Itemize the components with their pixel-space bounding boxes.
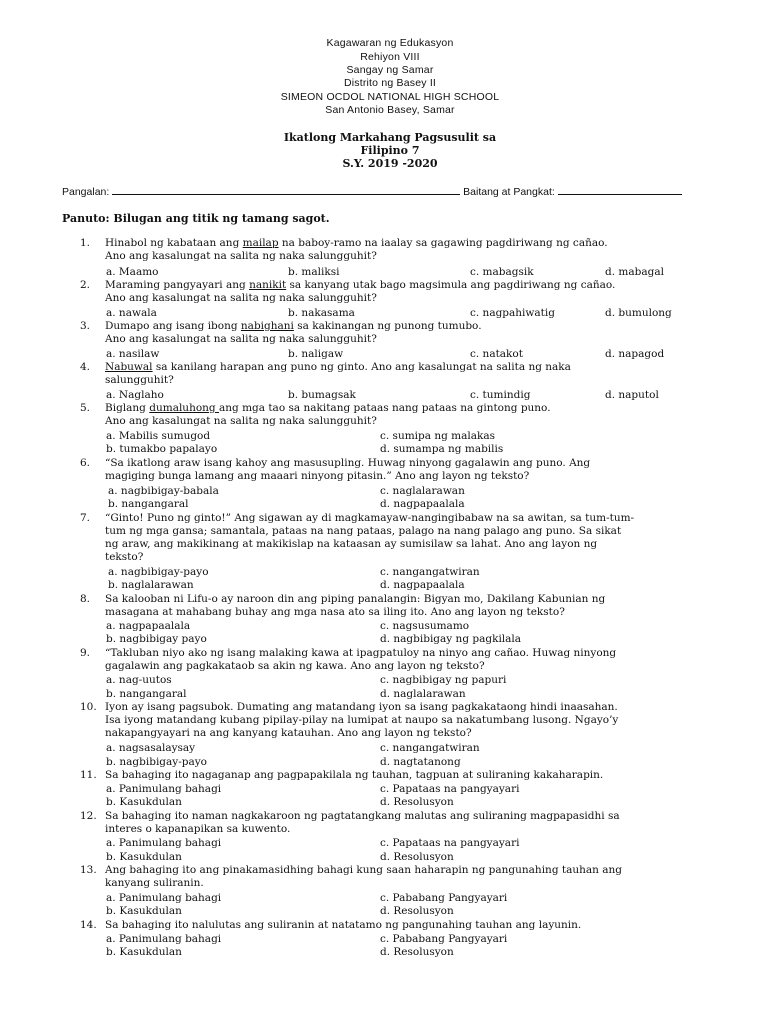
choice-d[interactable]: d. naputol [605, 389, 659, 401]
choice-c[interactable]: c. Pababang Pangyayari [380, 892, 508, 904]
grade-label: Baitang at Pangkat: [463, 186, 555, 198]
choice-a[interactable]: a. Panimulang bahagi [106, 837, 222, 849]
choice-c[interactable]: c. mabagsik [470, 266, 534, 278]
choice-d[interactable]: d. nagpapaalala [380, 498, 465, 510]
choice-b[interactable]: b. Kasukdulan [106, 946, 182, 958]
question-text: masagana at mahabang buhay ang mga nasa ato sa iling ito. Ano ang layon ng teksto? [105, 606, 565, 618]
header-department: Kagawaran ng Edukasyon [326, 37, 454, 49]
question-text: sa kakinangan ng punong tumubo. [293, 320, 482, 332]
question-text: Ano ang kasalungat na salita ng naka salungguhit? [105, 292, 377, 304]
question-text: “Takluban niyo ako ng isang malaking kawa at ipagpatuloy na ninyo ang cañao. Huwag ninyong [105, 647, 617, 659]
choice-a[interactable]: a. nagbibigay-payo [108, 566, 209, 578]
choice-b[interactable]: b. Kasukdulan [106, 851, 182, 863]
question-text: sa kanilang harapan ang puno ng ginto. Ano ang kasalungat na salita ng naka [152, 361, 571, 373]
question-text: Ang bahaging ito ang pinakamasidhing bahagi kung saan haharapin ng pangunahing tauhan ang [105, 864, 622, 876]
choice-d[interactable]: d. nagtatanong [380, 756, 461, 768]
choice-a[interactable]: a. Panimulang bahagi [106, 783, 222, 795]
question-text: gagalawin ang pagkakataob sa akin ng kawa. Ano ang layon ng teksto? [105, 660, 485, 672]
choice-a[interactable]: a. nasilaw [106, 348, 160, 360]
choice-b[interactable]: b. bumagsak [288, 389, 356, 401]
underlined-word: dumaluhong [149, 402, 219, 414]
question-number: 5. [80, 402, 91, 414]
question-number: 8. [80, 593, 91, 605]
choice-c[interactable]: c. tumindig [470, 389, 531, 401]
choice-b[interactable]: b. tumakbo papalayo [106, 443, 218, 455]
question-number: 10. [80, 701, 97, 713]
question-number: 12. [80, 810, 97, 822]
underlined-word: nanikit [249, 279, 287, 291]
choice-a[interactable]: a. Panimulang bahagi [106, 892, 222, 904]
choice-d[interactable]: d. Resolusyon [380, 946, 454, 958]
question-number: 11. [80, 769, 97, 781]
choice-c[interactable]: c. nagsusumamo [380, 620, 470, 632]
choice-a[interactable]: a. nag-uutos [106, 674, 172, 686]
question-number: 7. [80, 512, 91, 524]
header-school: SIMEON OCDOL NATIONAL HIGH SCHOOL [280, 91, 500, 103]
choice-c[interactable]: c. sumipa ng malakas [380, 430, 496, 442]
choice-c[interactable]: c. nangangatwiran [380, 566, 480, 578]
choice-a[interactable]: a. Maamo [106, 266, 159, 278]
header-region: Rehiyon VIII [360, 51, 420, 63]
choice-a[interactable]: a. Panimulang bahagi [106, 933, 222, 945]
choice-c[interactable]: c. nagpahiwatig [470, 307, 555, 319]
question-number: 9. [80, 647, 91, 659]
question-text: Maraming pangyayari ang [105, 279, 250, 291]
question-text: Sa bahaging ito naman nagkakaroon ng pagtatangkang malutas ang suliraning magpapasidhi sa [105, 810, 620, 822]
question-text: ng araw, ang makikinang at makikislap na kataasan ay sumisilaw sa lahat. Ano ang layon ng [105, 538, 598, 550]
choice-a[interactable]: a. nagsasalaysay [106, 742, 196, 754]
choice-d[interactable]: d. naglalarawan [380, 688, 466, 700]
question-text: interes o kapanapikan sa kuwento. [105, 823, 291, 835]
choice-a[interactable]: a. nagbibigay-babala [108, 485, 219, 497]
question-text: nakapangyayari na ang kanyang katauhan. Ano ang layon ng teksto? [105, 727, 472, 739]
choice-a[interactable]: a. Naglaho [106, 389, 164, 401]
underlined-word: Nabuwal [105, 361, 153, 373]
school-year: S.Y. 2019 -2020 [342, 157, 438, 170]
choice-c[interactable]: c. nagbibigay ng papuri [380, 674, 507, 686]
question-text: “Ginto! Puno ng ginto!” Ang sigawan ay di magkamayaw-nangingibabaw na sa awitan, sa tum-tum- [105, 512, 635, 524]
underlined-word: nabighani [240, 320, 294, 332]
question-text: Iyon ay isang pagsubok. Dumating ang matandang iyon sa isang pagkakataong hindi inaasahan. [105, 701, 618, 713]
question-text: sa kanyang utak bago magsimula ang pagdiriwang ng cañao. [286, 279, 616, 291]
choice-d[interactable]: d. napagod [605, 348, 665, 360]
choice-d[interactable]: d. Resolusyon [380, 905, 454, 917]
question-text: Hinabol ng kabataan ang [105, 237, 243, 249]
choice-b[interactable]: b. maliksi [288, 266, 340, 278]
question-text: Sa kalooban ni Lifu-o ay naroon din ang piping panalangin: Bigyan mo, Dakilang Kabunian ng [105, 593, 606, 605]
choice-b[interactable]: b. nagbibigay-payo [106, 756, 207, 768]
choice-c[interactable]: c. Pababang Pangyayari [380, 933, 508, 945]
exam-title: Ikatlong Markahang Pagsusulit sa [283, 131, 497, 144]
question-text: Sa bahaging ito nalulutas ang suliranin at natatamo ng pangunahing tauhan ang layunin. [105, 919, 582, 931]
question-number: 3. [80, 320, 91, 332]
question-text: na baboy-ramo na iaalay sa gagawing pagdiriwang ng cañao. [278, 237, 608, 249]
question-text: Ano ang kasalungat na salita ng naka salungguhit? [105, 333, 377, 345]
choice-c[interactable]: c. naglalarawan [380, 485, 465, 497]
grade-field[interactable] [558, 184, 682, 195]
choice-d[interactable]: d. Resolusyon [380, 851, 454, 863]
choice-c[interactable]: c. nangangatwiran [380, 742, 480, 754]
question-number: 4. [80, 361, 91, 373]
choice-d[interactable]: d. mabagal [605, 266, 664, 278]
directions: Panuto: Bilugan ang titik ng tamang sagot. [62, 212, 330, 225]
choice-b[interactable]: b. Kasukdulan [106, 905, 182, 917]
header-district: Distrito ng Basey II [343, 77, 437, 89]
question-text: kanyang suliranin. [105, 877, 204, 889]
question-number: 2. [80, 279, 91, 291]
choice-b[interactable]: b. naligaw [288, 348, 344, 360]
question-number: 6. [80, 457, 91, 469]
question-number: 14. [80, 919, 97, 931]
choice-c[interactable]: c. Papataas na pangyayari [380, 783, 520, 795]
underlined-word: mailap [242, 237, 279, 249]
choice-d[interactable]: d. bumulong [605, 307, 672, 319]
choice-b[interactable]: b. nangangaral [106, 688, 187, 700]
choice-d[interactable]: d. nagbibigay ng pagkilala [380, 633, 522, 645]
choice-a[interactable]: a. Mabilis sumugod [106, 430, 211, 442]
choice-b[interactable]: b. nagbibigay payo [106, 633, 207, 645]
question-text: Biglang [105, 402, 150, 414]
choice-b[interactable]: b. nangangaral [108, 498, 189, 510]
choice-b[interactable]: b. nakasama [288, 307, 355, 319]
choice-a[interactable]: a. nawala [106, 307, 157, 319]
choice-a[interactable]: a. nagpapaalala [106, 620, 191, 632]
choice-d[interactable]: d. nagpapaalala [380, 579, 465, 591]
choice-b[interactable]: b. naglalarawan [108, 579, 194, 591]
question-text: Dumapo ang isang ibong [105, 320, 241, 332]
question-text: “Sa ikatlong araw isang kahoy ang masusupling. Huwag ninyong gagalawin ang puno. Ang [105, 457, 591, 469]
choice-c[interactable]: c. Papataas na pangyayari [380, 837, 520, 849]
question-text: Ano ang kasalungat na salita ng naka salungguhit? [105, 250, 377, 262]
name-field[interactable] [112, 184, 460, 195]
question-text: magiging bunga lamang ang maaari ninyong pitasin.” Ano ang layon ng teksto? [105, 470, 530, 482]
question-text: Sa bahaging ito nagaganap ang pagpapakilala ng tauhan, tagpuan at suliraning kakaharapin. [105, 769, 604, 781]
question-text: salungguhit? [105, 374, 174, 386]
question-text: Ano ang kasalungat na salita ng naka salungguhit? [105, 415, 377, 427]
question-text: tum ng mga gansa; samantala, pataas na nang pataas, palago na nang palago ang puno. Sa sikat [105, 525, 622, 537]
choice-d[interactable]: d. Resolusyon [380, 796, 454, 808]
header-address: San Antonio Basey, Samar [325, 104, 455, 116]
name-label: Pangalan: [62, 186, 110, 198]
question-text: ang mga tao sa nakitang pataas nang pataas na gintong puno. [218, 402, 551, 414]
question-number: 13. [80, 864, 97, 876]
question-number: 1. [80, 237, 91, 249]
header-division: Sangay ng Samar [346, 64, 434, 76]
student-info-row [62, 184, 722, 198]
question-text: teksto? [105, 551, 144, 563]
exam-subject: Filipino 7 [360, 144, 420, 157]
choice-d[interactable]: d. sumampa ng mabilis [380, 443, 504, 455]
question-text: Isa iyong matandang kubang pipilay-pilay na lumipat at naupo sa nakatumbang lusong. Ngayo’y [105, 714, 619, 726]
choice-c[interactable]: c. natakot [470, 348, 523, 360]
choice-b[interactable]: b. Kasukdulan [106, 796, 182, 808]
